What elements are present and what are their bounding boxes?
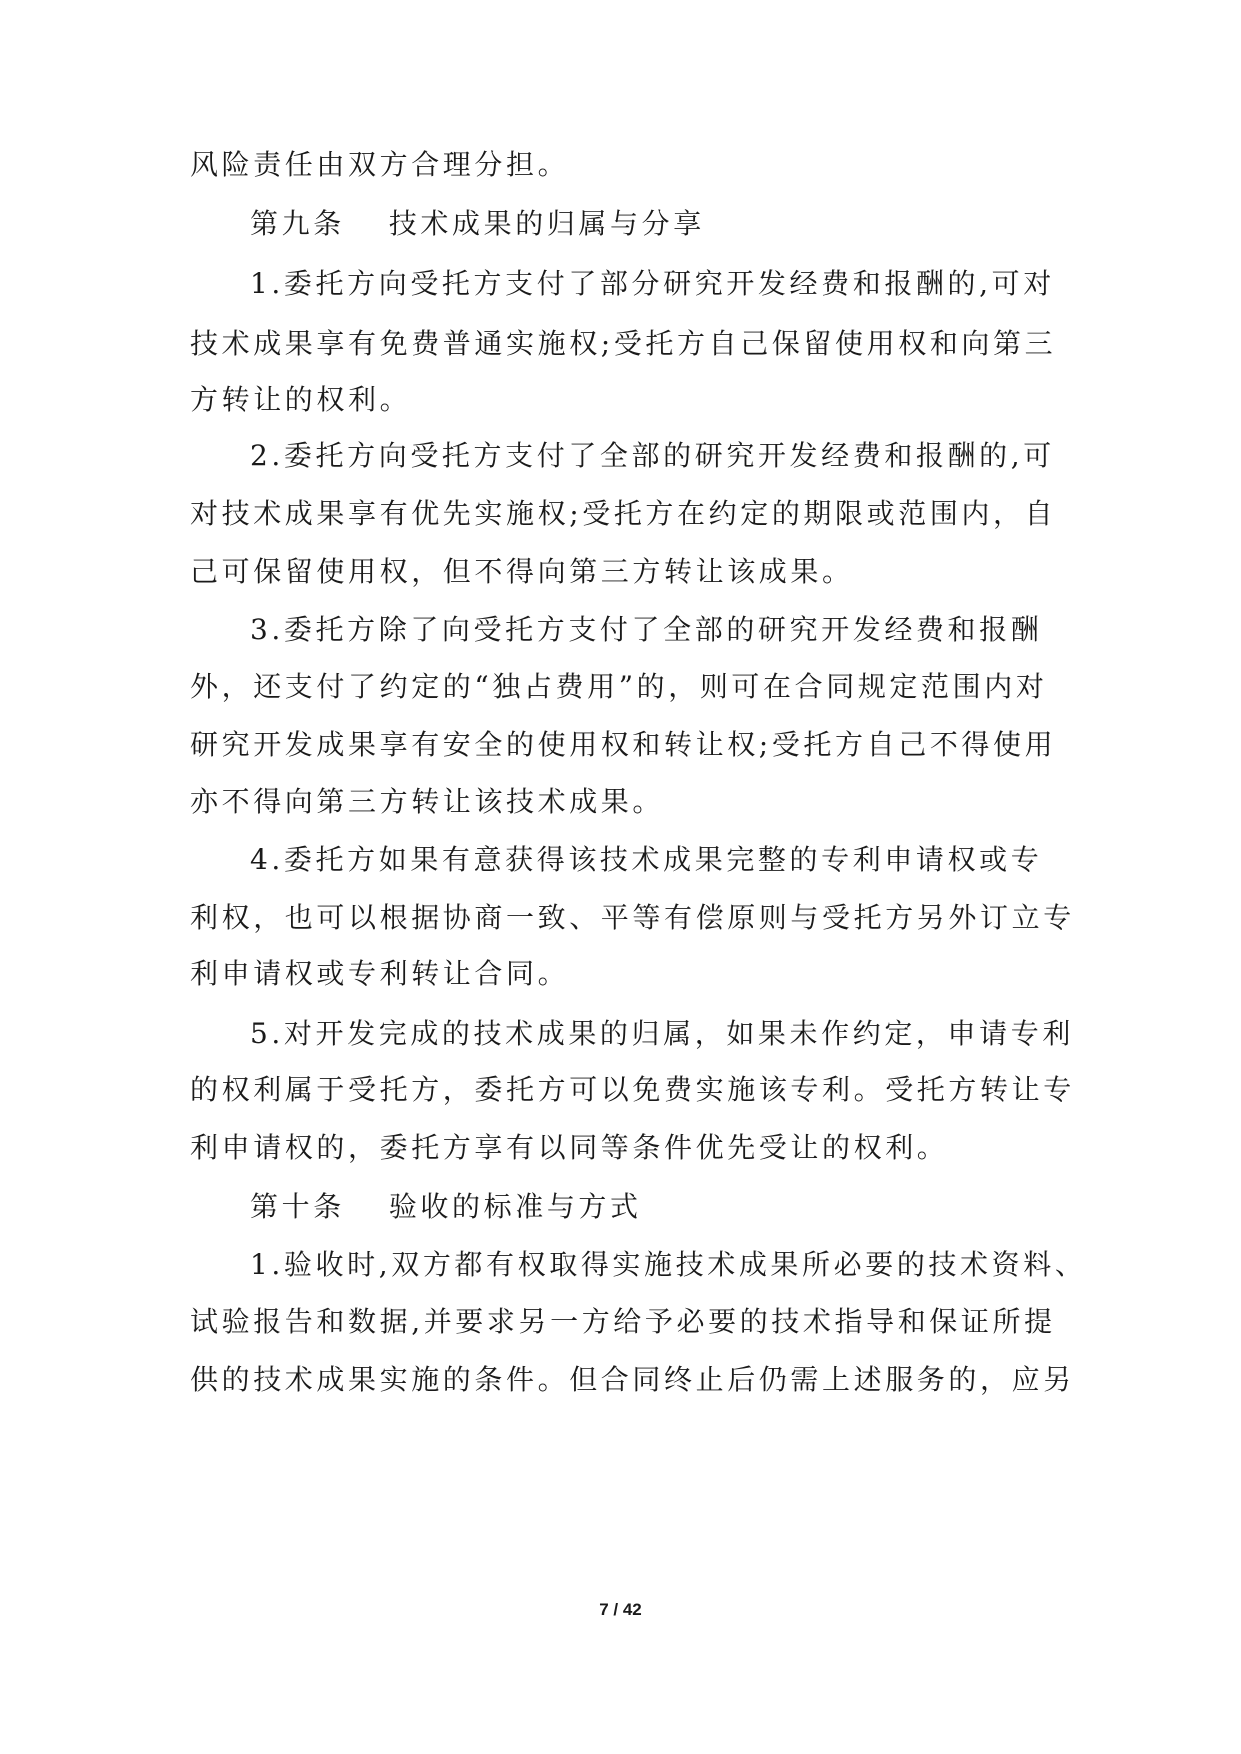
paragraph-line: 对技术成果享有优先实施权;受托方在约定的期限或范围内，自: [190, 497, 1057, 530]
paragraph-line: 3.委托方除了向受托方支付了全部的研究开发经费和报酬: [250, 613, 1043, 646]
article-heading: [250, 1187, 1070, 1227]
paragraph-line: 己可保留使用权，但不得向第三方转让该成果。: [190, 555, 854, 588]
paragraph-line: 利申请权或专利转让合同。: [190, 957, 570, 990]
paragraph-line: 1.委托方向受托方支付了部分研究开发经费和报酬的,可对: [250, 267, 1055, 300]
paragraph-line: 利权，也可以根据协商一致、平等有偿原则与受托方另外订立专: [190, 901, 1075, 934]
paragraph-line: 风险责任由双方合理分担。: [190, 148, 570, 181]
paragraph-line: 技术成果享有免费普通实施权;受托方自己保留使用权和向第三: [190, 327, 1057, 360]
paragraph-line: 方转让的权利。: [190, 383, 412, 416]
article-number: 第九条: [250, 207, 345, 240]
paragraph-line: 1.验收时,双方都有权取得实施技术成果所必要的技术资料、: [250, 1248, 1087, 1281]
paragraph-line: 外，还支付了约定的“独占费用”的，则可在合同规定范围内对: [190, 670, 1048, 703]
page-number: 7 / 42: [599, 1600, 642, 1619]
paragraph-line: 2.委托方向受托方支付了全部的研究开发经费和报酬的,可: [250, 439, 1055, 472]
paragraph-line: 5.对开发完成的技术成果的归属，如果未作约定，申请专利: [250, 1017, 1074, 1050]
paragraph-line: 的权利属于受托方，委托方可以免费实施该专利。受托方转让专: [190, 1073, 1075, 1106]
article-title: 技术成果的归属与分享: [388, 207, 705, 240]
article-heading: [250, 204, 1070, 244]
paragraph-line: 4.委托方如果有意获得该技术成果完整的专利申请权或专: [250, 843, 1043, 876]
paragraph-line: 亦不得向第三方转让该技术成果。: [190, 785, 665, 818]
article-number: 第十条: [250, 1190, 345, 1223]
paragraph-line: 试验报告和数据,并要求另一方给予必要的技术指导和保证所提: [190, 1305, 1056, 1338]
article-title: 验收的标准与方式: [388, 1190, 642, 1223]
paragraph-line: 利申请权的，委托方享有以同等条件优先受让的权利。: [190, 1131, 949, 1164]
paragraph-line: 研究开发成果享有安全的使用权和转让权;受托方自己不得使用: [190, 728, 1057, 761]
paragraph-line: 供的技术成果实施的条件。但合同终止后仍需上述服务的，应另: [190, 1363, 1075, 1396]
